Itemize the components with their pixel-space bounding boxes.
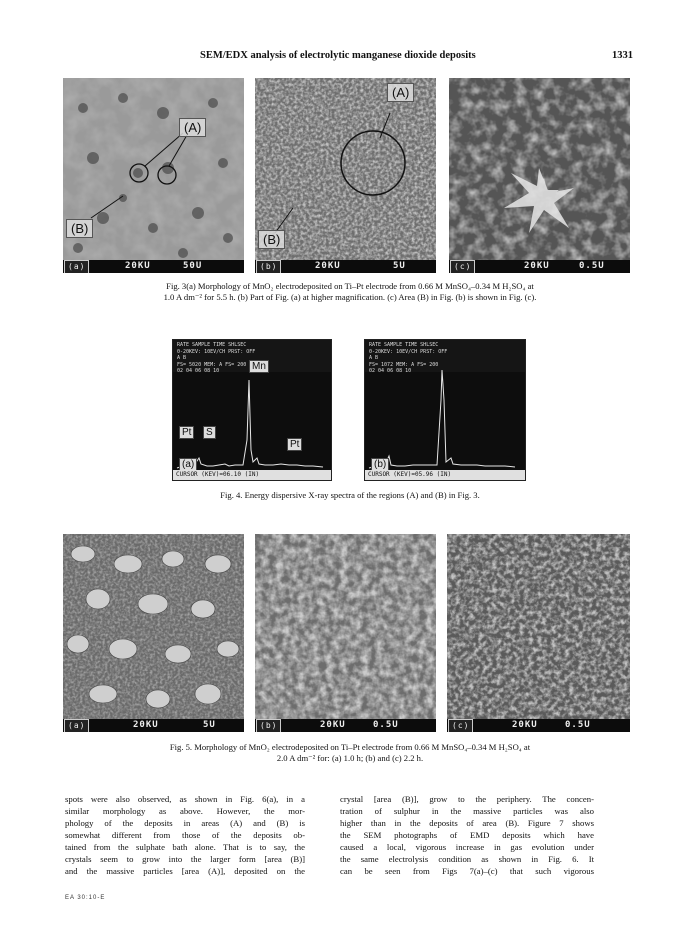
fig5-panel-a <box>63 534 244 732</box>
scale-readout: 0.5U <box>565 720 591 730</box>
body-line: phology of the deposits in areas (A) and (B) is <box>65 818 305 828</box>
fig3c-micrograph <box>449 78 630 273</box>
fig3-panel-c <box>449 78 630 273</box>
header-line: RATE SAMPLE TIME SHLSEC <box>177 342 247 348</box>
header-line: 0-20KEV: 10EV/CH PRST: OFF <box>369 348 448 355</box>
fig5a-scalebar <box>63 719 244 732</box>
panel-tag: (c) <box>450 260 475 273</box>
panel-tag: (a) <box>64 260 89 273</box>
fig3b-label-B: (B) <box>258 230 285 249</box>
header-line: RATE SAMPLE TIME SHLSEC <box>369 342 439 348</box>
peak-label-s: S <box>203 426 216 439</box>
body-line: can be seen from Figs 7(a)–(c) that such vigorous <box>340 866 594 876</box>
spectrum-tag: (a) <box>179 458 197 471</box>
fig3a-scalebar <box>63 260 244 273</box>
body-column-left <box>65 793 305 877</box>
panel-tag: (b) <box>256 260 281 273</box>
spectrum-footer: CURSOR (KEV)=06.10 (IN) <box>173 470 331 480</box>
running-title: SEM/EDX analysis of electrolytic manganese dioxide deposits <box>200 50 476 61</box>
fig5c-micrograph <box>447 534 630 732</box>
fig5-caption-line2: 2.0 A dm⁻² for: (a) 1.0 h; (b) and (c) 2.2 h. <box>276 753 424 763</box>
fig3-panel-b <box>255 78 436 273</box>
fig5c-scalebar <box>447 719 630 732</box>
fig3a-label-B: (B) <box>66 219 93 238</box>
peak-label-mn: Mn <box>249 360 269 373</box>
spectrum-tag: (b) <box>371 458 389 471</box>
header-line: A B <box>369 355 379 361</box>
peak-label-pt: Pt <box>179 426 194 439</box>
body-line: crystal [area (B)], grow to the periphery. The concen- <box>340 794 594 804</box>
fig3b-label-A: (A) <box>387 83 414 102</box>
fig3a-micrograph <box>63 78 244 273</box>
body-line: higher than in the deposits of area (B). Figure 7 shows <box>340 818 594 828</box>
body-line: crystals seem to grow into the larger form [area (B)] <box>65 854 305 864</box>
body-line: tained from the sulphate bath alone. That is to say, the <box>65 842 305 852</box>
spectrum-footer: CURSOR (KEV)=05.96 (IN) <box>365 470 525 480</box>
fig3-caption <box>70 281 630 303</box>
fig5-caption-line1: Fig. 5. Morphology of MnO₂ electrodeposited on Ti–Pt electrode from 0.66 M MnSO₄–0.34 M H₂SO₄ at <box>169 742 531 752</box>
panel-tag: (a) <box>64 719 89 732</box>
scale-readout: 50U <box>183 261 203 271</box>
footer-code: EA 30:10-E <box>65 895 106 901</box>
fig5-panel-c <box>447 534 630 732</box>
page-number: 1331 <box>612 50 633 61</box>
peak-label-pt-2: Pt <box>287 438 302 451</box>
kv-readout: 20KU <box>315 261 341 271</box>
scale-readout: 5U <box>203 720 216 730</box>
panel-tag: (b) <box>256 719 281 732</box>
kv-readout: 20KU <box>524 261 550 271</box>
fig3b-scalebar <box>255 260 436 273</box>
fig4-caption: Fig. 4. Energy dispersive X-ray spectra of the regions (A) and (B) in Fig. 3. <box>220 490 480 500</box>
scale-readout: 5U <box>393 261 406 271</box>
fig5-panel-b <box>255 534 436 732</box>
fig5-caption <box>70 742 630 764</box>
body-line: somewhat different from those of the deposits ob- <box>65 830 305 840</box>
fig5a-micrograph <box>63 534 244 732</box>
fig3c-scalebar <box>449 260 630 273</box>
header-line: 02 04 06 08 10 <box>177 368 220 374</box>
fig4-spectrum-b <box>364 339 526 481</box>
body-line: similar morphology as above. However, the mor- <box>65 806 305 816</box>
body-line: the SEM photographs of EMD deposits which have <box>340 830 594 840</box>
scale-readout: 0.5U <box>579 261 605 271</box>
body-line: spots were also observed, as shown in Fig. 6(a), in a <box>65 794 305 804</box>
header-line: 0-20KEV: 10EV/CH PRST: OFF <box>177 348 256 355</box>
body-line: caused a local, vigorous increase in gas evolution under <box>340 842 594 852</box>
fig5b-scalebar <box>255 719 436 732</box>
scale-readout: 0.5U <box>373 720 399 730</box>
header-line: A B <box>177 355 187 361</box>
fig3a-label-A: (A) <box>179 118 206 137</box>
header-line: FS= 1072 MEM: A FS= 200 <box>369 361 439 368</box>
kv-readout: 20KU <box>512 720 538 730</box>
fig5b-micrograph <box>255 534 436 732</box>
body-column-right <box>340 793 594 877</box>
body-line: and the massive particles [area (A)], deposited on the <box>65 866 305 876</box>
fig3-caption-line2: 1.0 A dm⁻² for 5.5 h. (b) Part of Fig. (a) at higher magnification. (c) Area (B) in Fig. (b) is shown in Fig. (c). <box>163 292 537 302</box>
body-line: tration of sulphur in the massive particles was also <box>340 806 594 816</box>
body-line: the same electrolysis condition as shown in Fig. 6. It <box>340 854 594 864</box>
kv-readout: 20KU <box>133 720 159 730</box>
fig4-spectrum-a <box>172 339 332 481</box>
kv-readout: 20KU <box>125 261 151 271</box>
fig3-caption-line1: Fig. 3(a) Morphology of MnO₂ electrodeposited on Ti–Pt electrode from 0.66 M MnSO₄–0.34 M H₂SO₄ at <box>166 281 534 291</box>
kv-readout: 20KU <box>320 720 346 730</box>
header-line: 02 04 06 08 10 <box>369 368 412 374</box>
panel-tag: (c) <box>448 719 473 732</box>
fig3-panel-a <box>63 78 244 273</box>
header-line: FS= 5020 MEM: A FS= 200 <box>177 361 247 368</box>
running-header <box>0 50 680 66</box>
